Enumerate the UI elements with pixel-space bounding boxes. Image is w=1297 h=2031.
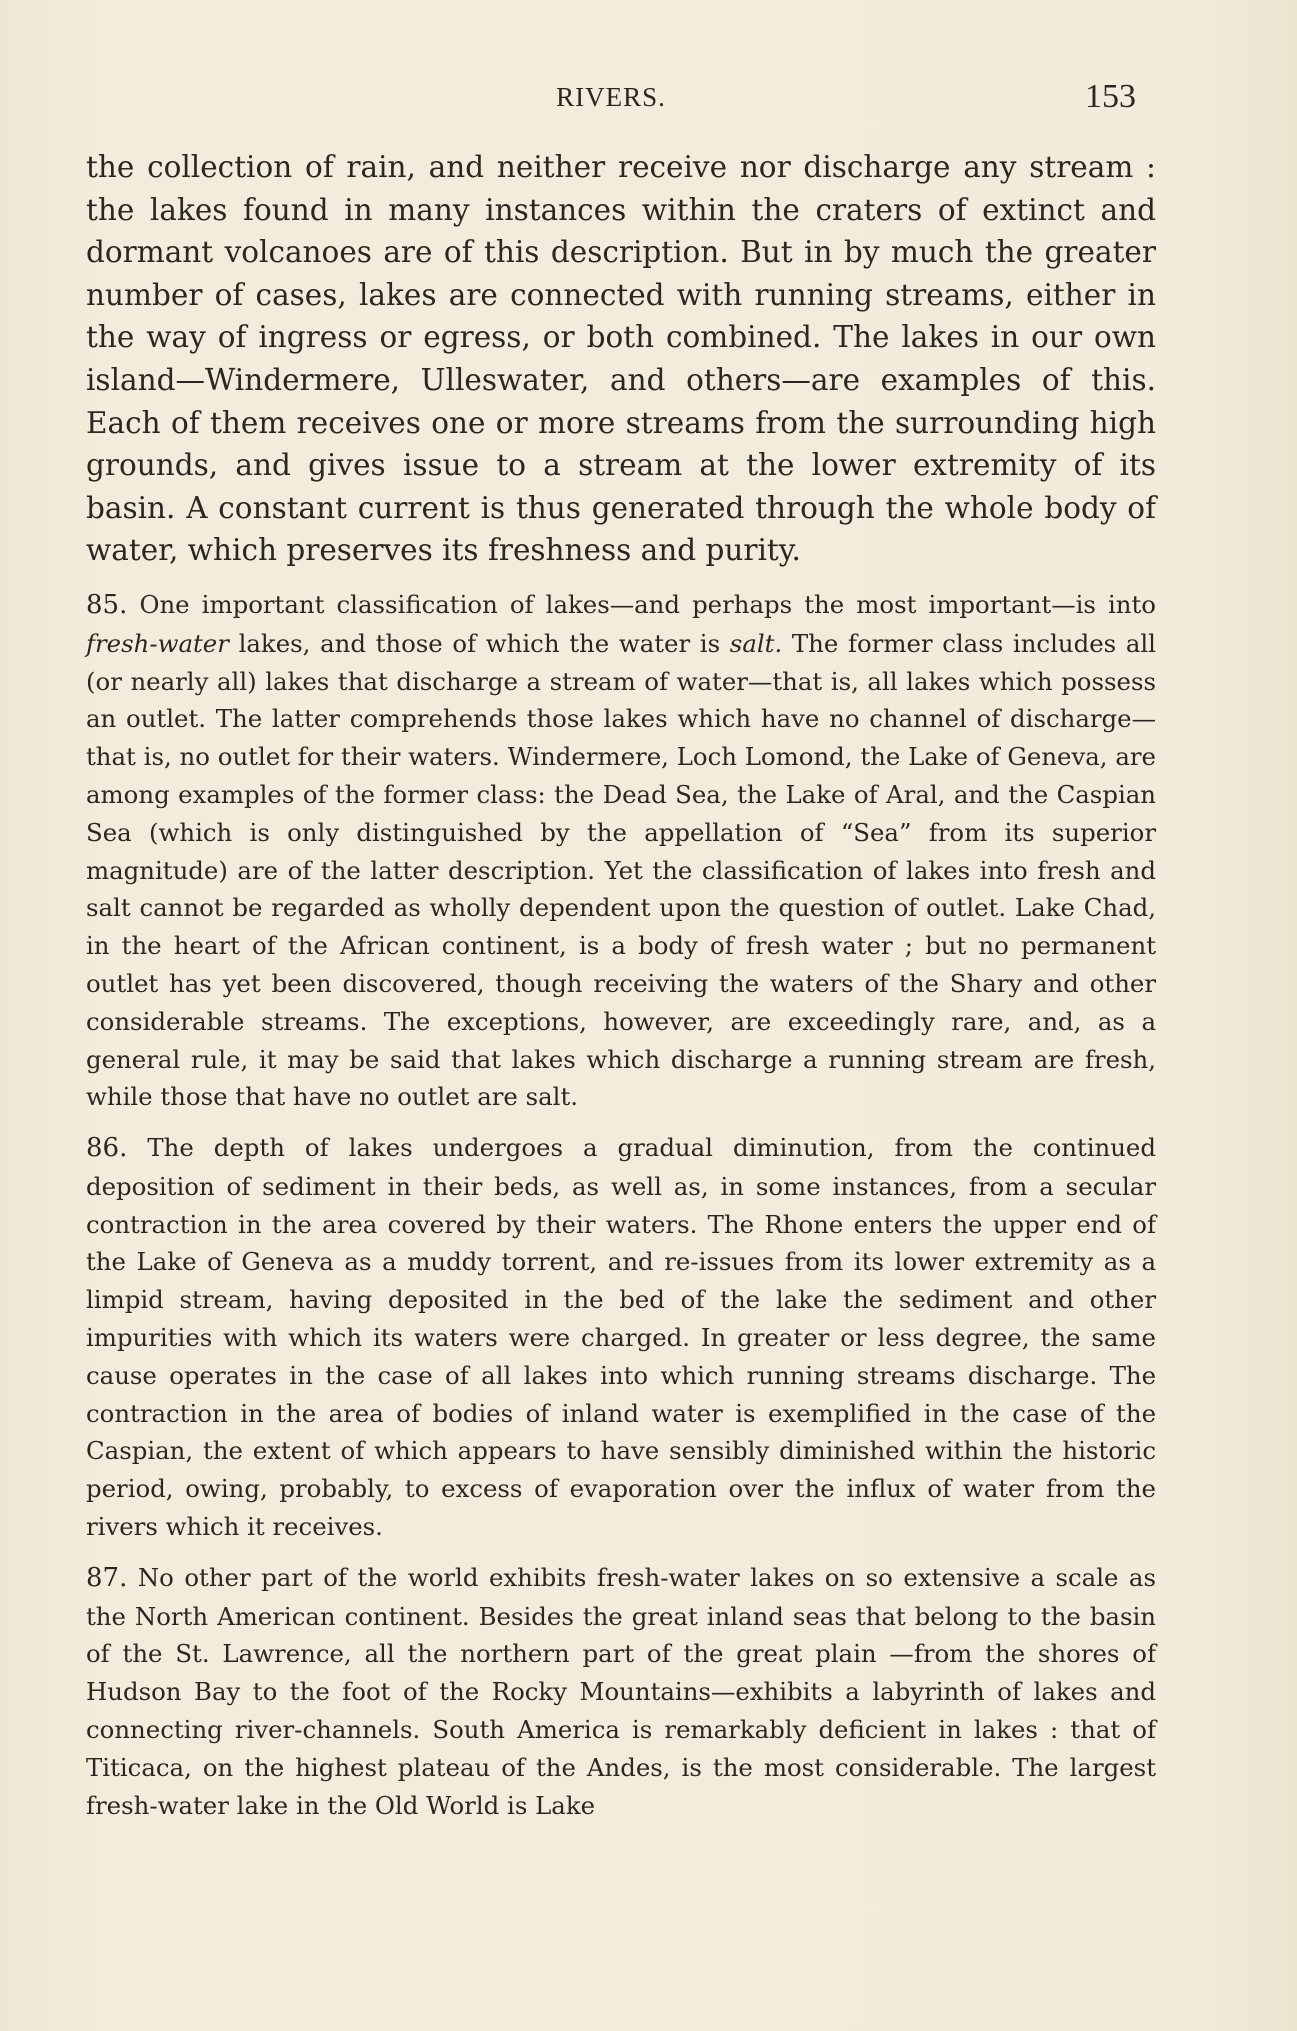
paragraph-number: 85.: [86, 589, 128, 620]
italic-term: fresh-water: [86, 628, 229, 658]
paragraph-85: [86, 586, 1156, 1116]
paragraph-text: One important classification of lakes—and perhaps the most important—is into: [139, 589, 1156, 619]
page-header: [86, 78, 1136, 118]
running-title: RIVERS.: [556, 82, 666, 112]
paragraph-87: [86, 1559, 1156, 1825]
paragraph-number: 87.: [86, 1562, 128, 1593]
body-text: [86, 146, 1156, 1824]
page-number: 153: [1085, 78, 1136, 115]
paragraph-86: [86, 1129, 1156, 1546]
paragraph-number: 86.: [86, 1133, 128, 1164]
italic-term: salt.: [729, 628, 783, 658]
paragraph-text: No other part of the world exhibits fresh-water lakes on so extensive a scale as the North American continent. Besides the great inland seas that belong to the basin of the St. Lawrence, all the northern part of the great plain —from the shores of Hudson Bay to the foot of the Rocky Mountains—exhibits a labyrinth of lakes and connecting river-channels. South America is remarkably deficient in lakes : that of Titicaca, on the highest plateau of the Andes, is the most considerable. The largest fresh-water lake in the Old World is Lake: [86, 1562, 1156, 1820]
continued-paragraph: the collection of rain, and neither receive nor discharge any stream : the lakes found in many instances within the craters of extinct and dormant volcanoes are of this description. But in by much the greater number of cases, lakes are connected with running streams, either in the way of ingress or egress, or both combined. The lakes in our own island—Windermere, Ulleswater, and others—are examples of this. Each of them receives one or more streams from the surrounding high grounds, and gives issue to a stream at the lower extremity of its basin. A constant current is thus generated through the whole body of water, which preserves its freshness and purity.: [86, 150, 1156, 568]
paragraph-text: The former class includes all (or nearly all) lakes that discharge a stream of water—that is, all lakes which possess an outlet. The latter comprehends those lakes which have no channel of discharge—that is, no outlet for their waters. Windermere, Loch Lomond, the Lake of Geneva, are among examples of the former class: the Dead Sea, the Lake of Aral, and the Caspian Sea (which is only distinguished by the appellation of “Sea” from its superior magnitude) are of the latter description. Yet the classification of lakes into fresh and salt cannot be regarded as wholly dependent upon the question of outlet. Lake Chad, in the heart of the African continent, is a body of fresh water ; but no permanent outlet has yet been discovered, though receiving the waters of the Shary and other considerable streams. The exceptions, however, are exceedingly rare, and, as a general rule, it may be said that lakes which discharge a running stream are fresh, while those that have no outlet are salt.: [86, 628, 1156, 1112]
paragraph-text: The depth of lakes undergoes a gradual diminution, from the continued deposition of sediment in their beds, as well as, in some instances, from a secular contraction in the area covered by their waters. The Rhone enters the upper end of the Lake of Geneva as a muddy torrent, and re-issues from its lower extremity as a limpid stream, having deposited in the bed of the lake the sediment and other impurities with which its waters were charged. In greater or less degree, the same cause operates in the case of all lakes into which running streams discharge. The contraction in the area of bodies of inland water is exemplified in the case of the Caspian, the extent of which appears to have sensibly diminished within the historic period, owing, probably, to excess of evaporation over the influx of water from the rivers which it receives.: [86, 1133, 1156, 1542]
paragraph-text: lakes, and those of which the water is: [228, 628, 730, 658]
